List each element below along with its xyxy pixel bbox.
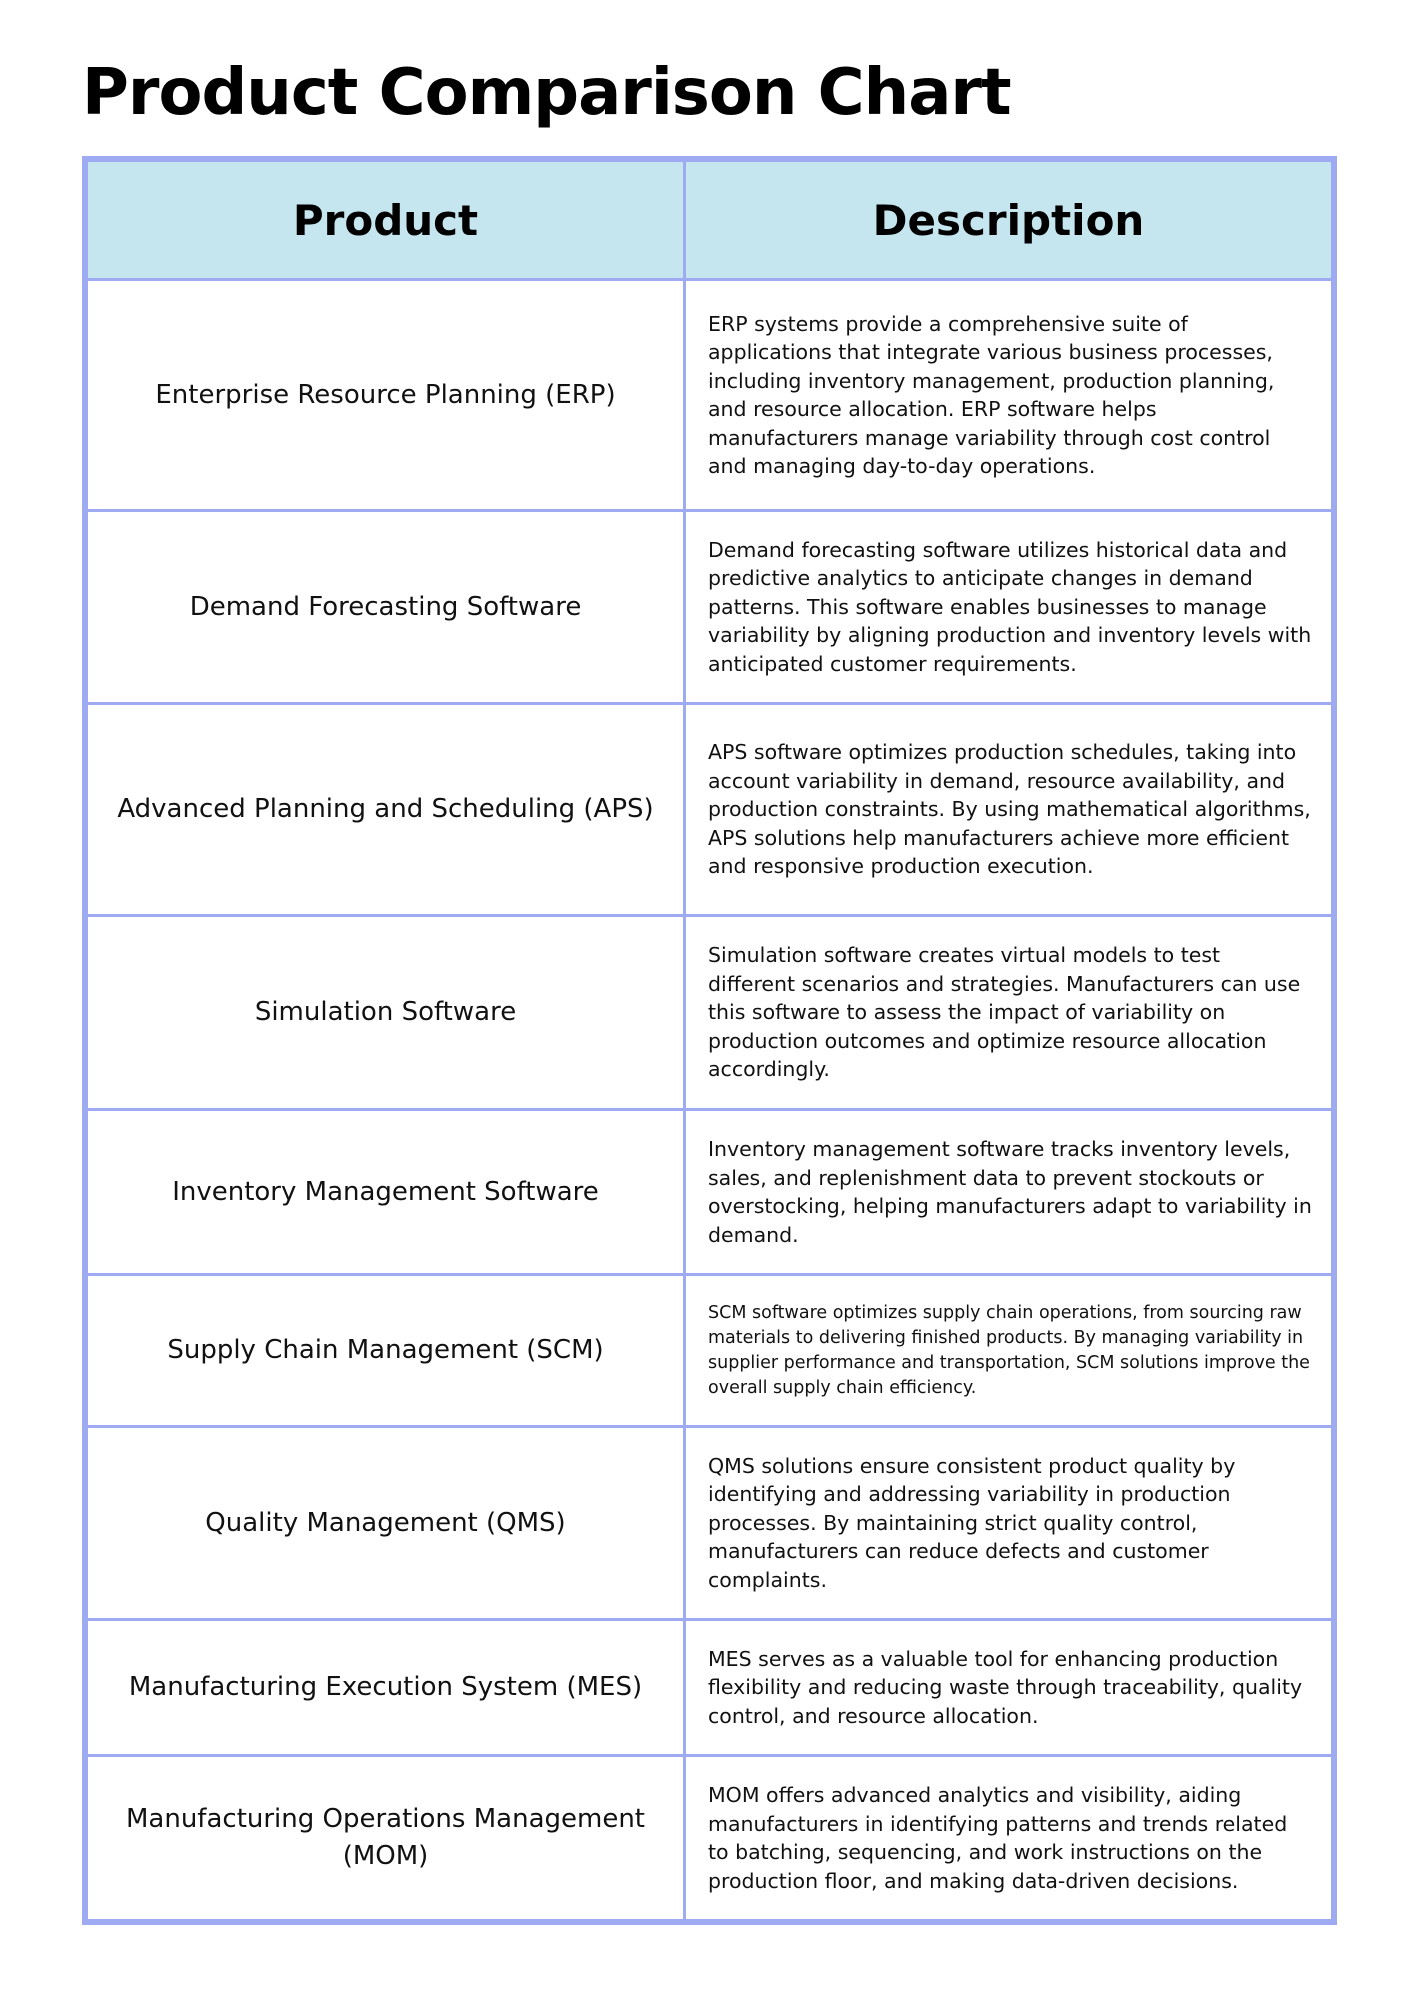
description-cell: QMS solutions ensure consistent product quality by identifying and addressing variability in production processes. By maintaining strict quality control, manufacturers can reduce defects and customer complaints. xyxy=(685,1427,1333,1620)
table-row xyxy=(87,280,1333,511)
table-row xyxy=(87,1756,1333,1921)
table-row xyxy=(87,1427,1333,1620)
description-cell: Demand forecasting software utilizes historical data and predictive analytics to anticipate changes in demand patterns. This software enables businesses to manage variability by aligning production and inventory levels with anticipated customer requirements. xyxy=(685,511,1333,704)
description-cell: MOM offers advanced analytics and visibility, aiding manufacturers in identifying patterns and trends related to batching, sequencing, and work instructions on the production floor, and making data-driven decisions. xyxy=(685,1756,1333,1921)
table-header-row xyxy=(87,161,1333,280)
product-cell: Demand Forecasting Software xyxy=(87,511,685,704)
page-title: Product Comparison Chart xyxy=(82,56,1011,130)
description-cell: ERP systems provide a comprehensive suite of applications that integrate various business processes, including inventory management, production planning, and resource allocation. ERP software helps manufacturers manage variability through cost control and managing day-to-day operations. xyxy=(685,280,1333,511)
description-cell: APS software optimizes production schedules, taking into account variability in demand, resource availability, and production constraints. By using mathematical algorithms, APS solutions help manufacturers achieve more efficient and responsive production execution. xyxy=(685,704,1333,916)
product-cell: Quality Management (QMS) xyxy=(87,1427,685,1620)
table-row xyxy=(87,1110,1333,1275)
product-cell: Simulation Software xyxy=(87,916,685,1110)
description-cell: Inventory management software tracks inventory levels, sales, and replenishment data to prevent stockouts or overstocking, helping manufacturers adapt to variability in demand. xyxy=(685,1110,1333,1275)
product-cell: Inventory Management Software xyxy=(87,1110,685,1275)
product-cell: Advanced Planning and Scheduling (APS) xyxy=(87,704,685,916)
column-header-description: Description xyxy=(685,161,1333,280)
table-row xyxy=(87,916,1333,1110)
column-header-product: Product xyxy=(87,161,685,280)
product-cell: Manufacturing Execution System (MES) xyxy=(87,1620,685,1756)
description-cell: MES serves as a valuable tool for enhancing production flexibility and reducing waste through traceability, quality control, and resource allocation. xyxy=(685,1620,1333,1756)
description-cell: SCM software optimizes supply chain operations, from sourcing raw materials to delivering finished products. By managing variability in supplier performance and transportation, SCM solutions improve the overall supply chain efficiency. xyxy=(685,1275,1333,1427)
description-cell: Simulation software creates virtual models to test different scenarios and strategies. Manufacturers can use this software to assess the impact of variability on production outcomes and optimize resource allocation accordingly. xyxy=(685,916,1333,1110)
table-row xyxy=(87,511,1333,704)
table-row xyxy=(87,704,1333,916)
comparison-table xyxy=(82,156,1337,1925)
table-row xyxy=(87,1275,1333,1427)
product-cell: Supply Chain Management (SCM) xyxy=(87,1275,685,1427)
product-cell: Enterprise Resource Planning (ERP) xyxy=(87,280,685,511)
product-cell: Manufacturing Operations Management (MOM) xyxy=(87,1756,685,1921)
table-row xyxy=(87,1620,1333,1756)
